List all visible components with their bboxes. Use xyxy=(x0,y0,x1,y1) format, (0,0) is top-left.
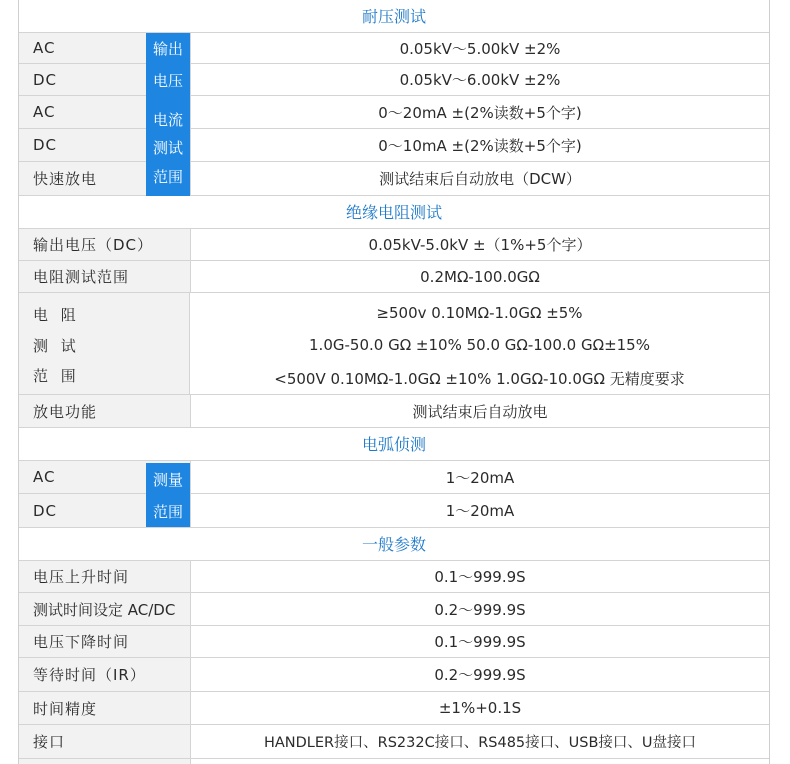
row-value: 0～20mA ±(2%读数+5个字) xyxy=(190,96,769,128)
row-value: 0.2MΩ-100.0GΩ xyxy=(190,261,769,292)
row-label: 电阻测试范围 xyxy=(33,268,130,286)
row-label: 接口 xyxy=(33,733,66,751)
table-row xyxy=(19,261,769,293)
section-title: 电弧侦测 xyxy=(361,435,426,454)
spec-table xyxy=(18,0,770,764)
tag-range: 范围 xyxy=(146,495,190,527)
row-label: 测试时间设定 AC/DC xyxy=(33,600,176,619)
section-header-withstand xyxy=(19,0,769,33)
table-row xyxy=(19,725,769,759)
table-row xyxy=(19,658,769,692)
accuracy-line: 1.0G-50.0 GΩ ±10% 50.0 GΩ-100.0 GΩ±15% xyxy=(309,336,650,354)
row-value: 0.2～999.9S xyxy=(190,593,769,625)
row-value: 0～10mA ±(2%读数+5个字) xyxy=(190,129,769,161)
row-label: AC xyxy=(33,39,56,57)
row-value: 0.1～999.9S xyxy=(190,561,769,592)
row-label: 输出电压（DC） xyxy=(33,236,154,254)
table-row xyxy=(19,162,769,196)
table-row xyxy=(19,33,769,64)
row-label: DC xyxy=(33,70,58,89)
table-row xyxy=(19,494,769,528)
table-row xyxy=(19,626,769,658)
tag-current: 电流 xyxy=(146,96,190,137)
accuracy-line: ≥500v 0.10MΩ-1.0GΩ ±5% xyxy=(376,304,583,322)
section-title: 绝缘电阻测试 xyxy=(345,203,442,222)
row-label: DC xyxy=(33,501,58,520)
tag-measure: 测量 xyxy=(146,463,190,495)
table-row xyxy=(19,229,769,261)
row-label: AC xyxy=(33,103,56,121)
accuracy-label: 测 试 xyxy=(33,337,80,355)
row-label: 快速放电 xyxy=(33,170,98,188)
row-label: 放电功能 xyxy=(33,402,98,421)
row-label: AC xyxy=(33,468,56,486)
table-row xyxy=(19,461,769,494)
row-value: 测试结束后自动放电（DCW） xyxy=(190,162,769,195)
row-label: 电压下降时间 xyxy=(33,633,130,651)
row-label: 时间精度 xyxy=(33,699,98,718)
accuracy-row xyxy=(19,293,769,395)
row-label: 电压上升时间 xyxy=(33,568,130,586)
row-value: 0.05kV～6.00kV ±2% xyxy=(190,64,769,95)
row-value: 1～20mA xyxy=(190,461,769,493)
table-row xyxy=(19,395,769,428)
tag-output: 输出 xyxy=(146,33,190,64)
table-row xyxy=(19,129,769,162)
table-row xyxy=(19,692,769,725)
tag-voltage: 电压 xyxy=(146,64,190,96)
row-value xyxy=(190,759,769,764)
table-row xyxy=(19,593,769,626)
row-label: 等待时间（IR） xyxy=(33,666,146,684)
row-value: 0.05kV-5.0kV ±（1%+5个字） xyxy=(190,229,769,260)
row-value: 1～20mA xyxy=(190,494,769,527)
tag-range: 范围 xyxy=(146,162,190,196)
row-label: DC xyxy=(33,136,58,154)
accuracy-label: 电 阻 xyxy=(33,306,80,324)
row-value: 0.1～999.9S xyxy=(190,626,769,657)
section-title: 一般参数 xyxy=(361,535,426,554)
tag-test: 测试 xyxy=(146,132,190,162)
row-value: 测试结束后自动放电 xyxy=(190,395,769,427)
section-header-insulation xyxy=(19,196,769,229)
section-header-arc xyxy=(19,428,769,461)
row-value: ±1%+0.1S xyxy=(190,692,769,724)
accuracy-line: <500V 0.10MΩ-1.0GΩ ±10% 1.0GΩ-10.0GΩ 无精度要求 xyxy=(274,370,685,388)
table-row xyxy=(19,96,769,129)
section-header-general xyxy=(19,528,769,561)
row-value: HANDLER接口、RS232C接口、RS485接口、USB接口、U盘接口 xyxy=(190,725,769,758)
row-value: 0.05kV～5.00kV ±2% xyxy=(190,33,769,63)
section-title: 耐压测试 xyxy=(361,7,426,26)
table-row xyxy=(19,561,769,593)
accuracy-label: 范 围 xyxy=(33,367,80,385)
table-row xyxy=(19,64,769,96)
table-row-partial xyxy=(19,759,769,764)
row-value: 0.2～999.9S xyxy=(190,658,769,691)
